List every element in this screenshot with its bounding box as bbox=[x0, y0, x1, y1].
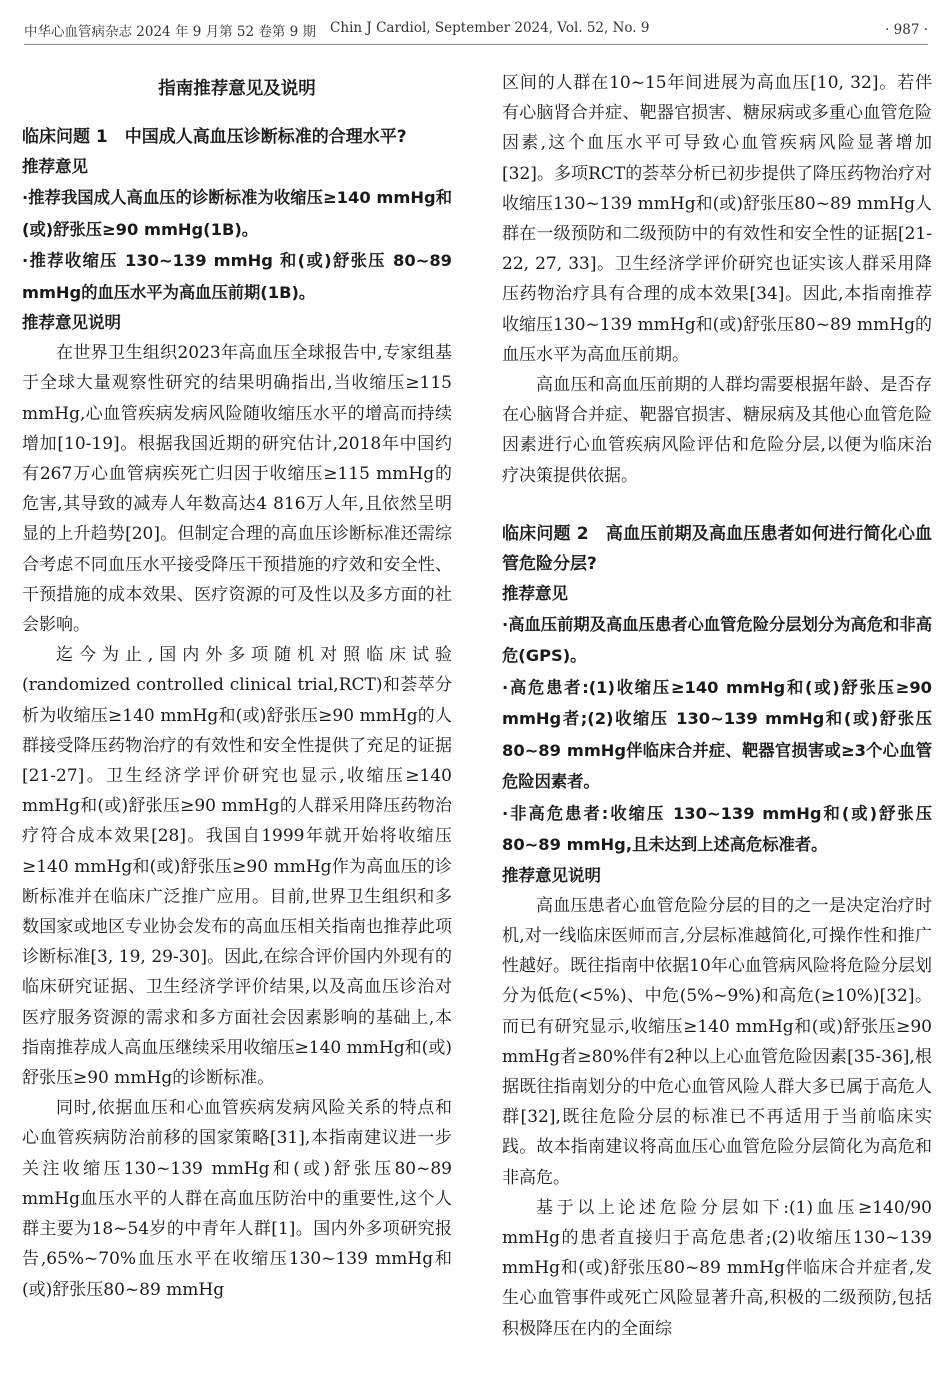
recommendation-2-3: ·非高危患者:收缩压 130~139 mmHg和(或)舒张压80~89 mmHg,且未达到上述高危标准者。 bbox=[502, 803, 932, 855]
header-divider bbox=[24, 44, 928, 45]
recommendation-2: ·推荐收缩压 130~139 mmHg 和(或)舒张压 80~89 mmHg的血压水平为高血压前期(1B)。 bbox=[22, 251, 452, 302]
paragraph-5: 高血压患者心血管危险分层的目的之一是决定治疗时机,对一线临床医师而言,分层标准越简化,可操作性和推广性越好。既往指南中依据10年心血管病风险将危险分层划分为低危(<5%)、中危(5%~9%)和高危(≥10%)[32]。而已有研究显示,收缩压≥140 mmHg和(或)舒张压≥90 mmHg者≥80%伴有2种以上心血管危险因素[35-36],根据既往指南划分的中危心血管风险人群大多已属于高危人群[32],既往危险分层的标准已不再适用于当前临床实践。故本指南建议将高血压心血管危险分层简化为高危和非高危。 bbox=[502, 895, 932, 1188]
paragraph-1: 在世界卫生组织2023年高血压全球报告中,专家组基于全球大量观察性研究的结果明确指出,当收缩压≥115 mmHg,心血管疾病发病风险随收缩压水平的增高而持续增加[10-19]。根据我国近期的研究估计,2018年中国约有267万心血管病疾死亡归因于收缩压≥115 mmHg的危害,其导致的减寿人年数高达4 816万人年,且依然呈明显的上升趋势[20]。但制定合理的高血压诊断标准还需综合考虑不同血压水平接受降压干预措施的疗效和安全性、干预措施的成本效果、医疗资源的可及性以及多方面的社会影响。 bbox=[22, 343, 452, 636]
journal-en: Chin J Cardiol, September 2024, Vol. 52, No. 9 bbox=[330, 20, 650, 36]
paragraph-4: 高血压和高血压前期的人群均需要根据年龄、是否存在心脑肾合并症、靶器官损害、糖尿病及其他心血管危险因素进行心血管疾病风险评估和危险分层,以便为临床治疗决策提供依据。 bbox=[502, 375, 932, 486]
recommendation-2-2: ·高危患者:(1)收缩压≥140 mmHg和(或)舒张压≥90 mmHg者;(2)收缩压 130~139 mmHg和(或)舒张压 80~89 mmHg伴临床合并症、靶器官损害或≥3个心血管危险因素者。 bbox=[502, 677, 932, 792]
clinical-question-2: 临床问题 2 高血压前期及高血压患者如何进行简化心血管危险分层? bbox=[502, 523, 932, 574]
section-title: 指南推荐意见及说明 bbox=[158, 79, 316, 99]
paragraph-3: 同时,依据血压和心血管疾病发病风险关系的特点和心血管疾病防治前移的国家策略[31],本指南建议进一步关注收缩压130~139 mmHg和(或)舒张压80~89 mmHg血压水平的人群在高血压防治中的重要性,这个人群主要为18~54岁的中青年人群[1]。国内外多项研究报告,65%~70%血压水平在收缩压130~139 mmHg和(或)舒张压80~89 mmHg bbox=[22, 1098, 452, 1300]
paragraph-2: 迄今为止,国内外多项随机对照临床试验(randomized controlled clinical trial,RCT)和荟萃分析为收缩压≥140 mmHg和(或)舒张压≥90 mmHg的人群接受降压药物治疗的有效性和安全性提供了充足的证据[21-27]。卫生经济学评价研究也显示,收缩压≥140 mmHg和(或)舒张压≥90 mmHg的人群采用降压药物治疗符合成本效果[28]。我国自1999年就开始将收缩压≥140 mmHg和(或)舒张压≥90 mmHg作为高血压的诊断标准并在临床广泛推广应用。目前,世界卫生组织和多数国家或地区专业协会发布的高血压相关指南也推荐此项诊断标准[3, 19, 29-30]。因此,在综合评价国内外现有的临床研究证据、卫生经济学评价结果,以及高血压诊治对医疗服务资源的需求和多方面社会因素影响的基础上,本指南推荐成人高血压继续采用收缩压≥140 mmHg和(或)舒张压≥90 mmHg的诊断标准。 bbox=[22, 645, 452, 1089]
paragraph-6: 基于以上论述危险分层如下:(1)血压≥140/90 mmHg的患者直接归于高危患者;(2)收缩压130~139 mmHg和(或)舒张压80~89 mmHg伴临床合并症者,发生心血管事件或死亡风险显著升高,积极的二级预防,包括积极降压在内的全面综 bbox=[502, 1197, 932, 1339]
page-number: · 987 · bbox=[885, 22, 928, 38]
paragraph-3-continued: 区间的人群在10~15年间进展为高血压[10, 32]。若伴有心脑肾合并症、靶器官损害、糖尿病或多重心血管危险因素,这个血压水平可导致心血管疾病风险显著增加[32]。多项RCT的荟萃分析已初步提供了降压药物治疗对收缩压130~139 mmHg和(或)舒张压80~89 mmHg人群在一级预防和二级预防中的有效性和安全性的证据[21-22, 27, 33]。卫生经济学评价研究也证实该人群采用降压药物治疗具有合理的成本效果[34]。因此,本指南推荐收缩压130~139 mmHg和(或)舒张压80~89 mmHg的血压水平为高血压前期。 bbox=[502, 73, 932, 365]
right-column bbox=[502, 68, 932, 1344]
explanation-label: 推荐意见说明 bbox=[22, 313, 121, 333]
explanation-label-2: 推荐意见说明 bbox=[502, 865, 601, 885]
running-header bbox=[24, 20, 928, 40]
recommendation-label: 推荐意见 bbox=[22, 157, 88, 177]
clinical-question-1: 临床问题 1 中国成人高血压诊断标准的合理水平? bbox=[22, 127, 407, 148]
recommendation-1: ·推荐我国成人高血压的诊断标准为收缩压≥140 mmHg和(或)舒张压≥90 mmHg(1B)。 bbox=[22, 188, 452, 239]
recommendation-label-2: 推荐意见 bbox=[502, 583, 568, 603]
recommendation-2-1: ·高血压前期及高血压患者心血管危险分层划分为高危和非高危(GPS)。 bbox=[502, 614, 932, 666]
left-column bbox=[22, 70, 452, 1305]
journal-cn: 中华心血管病杂志 2024 年 9 月第 52 卷第 9 期 bbox=[24, 24, 317, 40]
